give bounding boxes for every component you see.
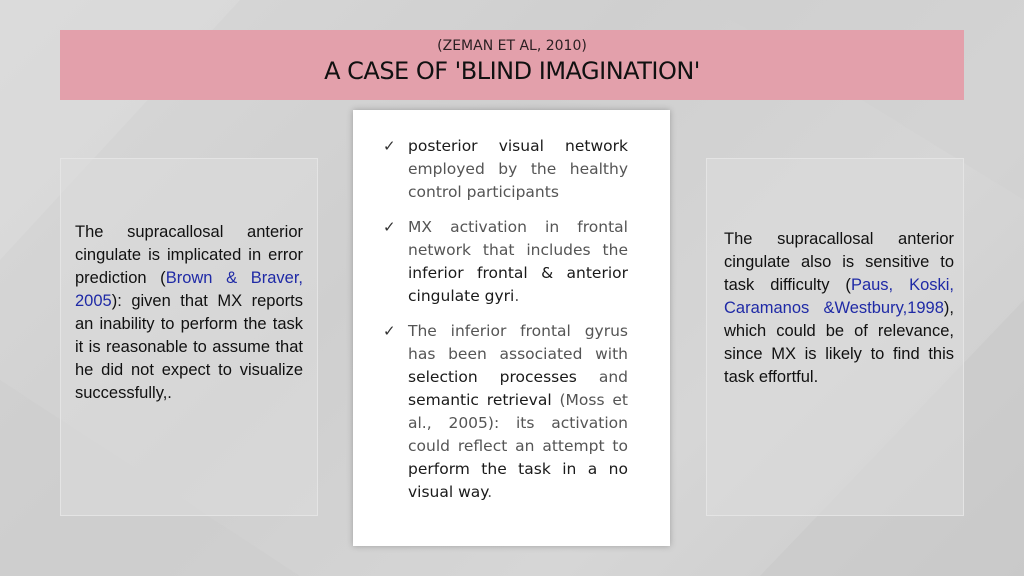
bullet-emphasis-text: selection processes — [408, 368, 577, 386]
bullet-text: . — [514, 287, 520, 305]
right-text-part1: The supracallosal anterior cingulate also is sensitive to task difficulty ( — [724, 230, 954, 294]
slide-title: A CASE OF 'BLIND IMAGINATION' — [324, 57, 700, 85]
bullet-text: The inferior frontal gyrus has been associated with — [408, 322, 628, 363]
bullet-text: employed by the healthy control participants — [408, 160, 628, 201]
bullet-text: . — [487, 483, 493, 501]
checkmark-icon: ✓ — [383, 218, 396, 236]
checkmark-icon: ✓ — [383, 137, 396, 155]
left-citation: Brown & Braver, 2005 — [75, 269, 304, 310]
bullet-item — [383, 135, 628, 204]
left-panel-text — [75, 221, 303, 405]
bullet-emphasis-text: inferior frontal & anterior cingulate gyri — [408, 264, 628, 305]
left-text-part1: The supracallosal anterior cingulate is implicated in error prediction ( — [75, 223, 303, 287]
bullet-list — [383, 135, 628, 516]
checkmark-icon: ✓ — [383, 322, 396, 340]
bullet-emphasis-text: posterior visual network — [408, 137, 628, 155]
bullet-emphasis-text: perform the task in a no visual way — [408, 460, 628, 501]
bullet-item — [383, 216, 628, 308]
right-citation: Paus, Koski, Caramanos &Westbury,1998 — [724, 276, 954, 317]
bullet-item — [383, 320, 628, 504]
bullet-text: and — [576, 368, 628, 386]
bullet-text: (Moss et al., 2005): its activation could reflect an attempt to — [408, 391, 628, 455]
left-text-part2: ): given that MX reports an inability to perform the task it is reasonable to assume that he did not expect to visualize successfully,. — [75, 292, 303, 402]
bullet-emphasis-text: semantic retrieval — [408, 391, 552, 409]
title-bar — [60, 30, 964, 100]
slide-subtitle: (ZEMAN ET AL, 2010) — [437, 38, 587, 54]
right-panel-text — [724, 228, 954, 389]
right-text-part2: ), which could be of relevance, since MX is likely to find this task effortful. — [724, 299, 954, 386]
bullet-text: MX activation in frontal network that includes the — [408, 218, 628, 259]
